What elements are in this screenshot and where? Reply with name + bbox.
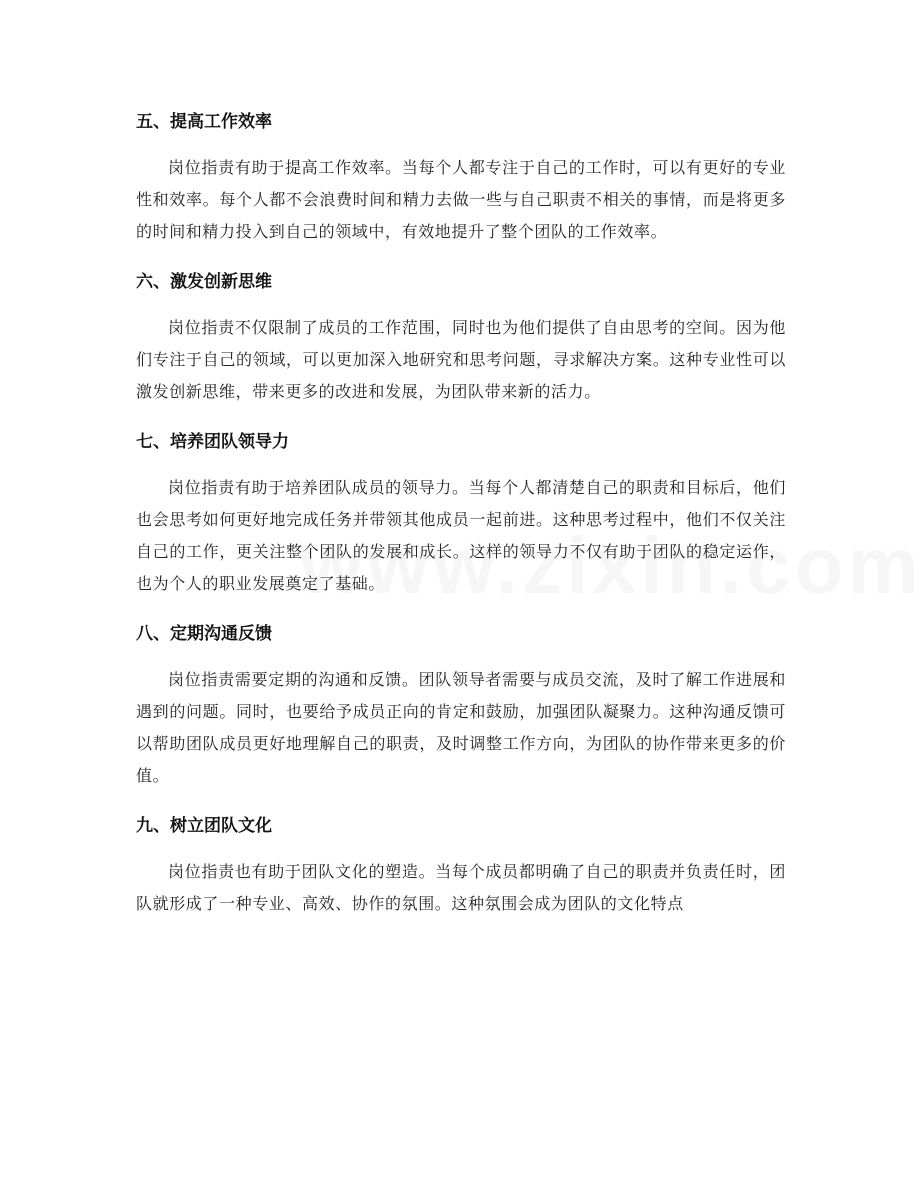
section-6	[136, 264, 786, 408]
section-7	[136, 424, 786, 600]
section-heading: 九、树立团队文化	[136, 816, 272, 836]
section-paragraph: 岗位指责不仅限制了成员的工作范围，同时也为他们提供了自由思考的空间。因为他们专注于自己的领域，可以更加深入地研究和思考问题，寻求解决方案。这种专业性可以激发创新思维，带来更多的改进和发展，为团队带来新的活力。	[136, 318, 786, 401]
section-heading: 五、提高工作效率	[136, 112, 272, 132]
section-5	[136, 104, 786, 248]
document-page	[136, 104, 786, 936]
section-paragraph: 岗位指责有助于提高工作效率。当每个人都专注于自己的工作时，可以有更好的专业性和效率。每个人都不会浪费时间和精力去做一些与自己职责不相关的事情，而是将更多的时间和精力投入到自己的领域中，有效地提升了整个团队的工作效率。	[136, 158, 786, 241]
section-heading: 七、培养团队领导力	[136, 432, 289, 452]
section-paragraph: 岗位指责有助于培养团队成员的领导力。当每个人都清楚自己的职责和目标后，他们也会思考如何更好地完成任务并带领其他成员一起前进。这种思考过程中，他们不仅关注自己的工作，更关注整个团队的发展和成长。这样的领导力不仅有助于团队的稳定运作，也为个人的职业发展奠定了基础。	[136, 478, 786, 593]
section-paragraph: 岗位指责也有助于团队文化的塑造。当每个成员都明确了自己的职责并负责任时，团队就形成了一种专业、高效、协作的氛围。这种氛围会成为团队的文化特点	[136, 862, 786, 913]
section-paragraph: 岗位指责需要定期的沟通和反馈。团队领导者需要与成员交流，及时了解工作进展和遇到的问题。同时，也要给予成员正向的肯定和鼓励，加强团队凝聚力。这种沟通反馈可以帮助团队成员更好地理解自己的职责，及时调整工作方向，为团队的协作带来更多的价值。	[136, 670, 786, 785]
section-heading: 八、定期沟通反馈	[136, 624, 272, 644]
section-heading: 六、激发创新思维	[136, 272, 272, 292]
section-8	[136, 616, 786, 792]
section-9	[136, 808, 786, 920]
